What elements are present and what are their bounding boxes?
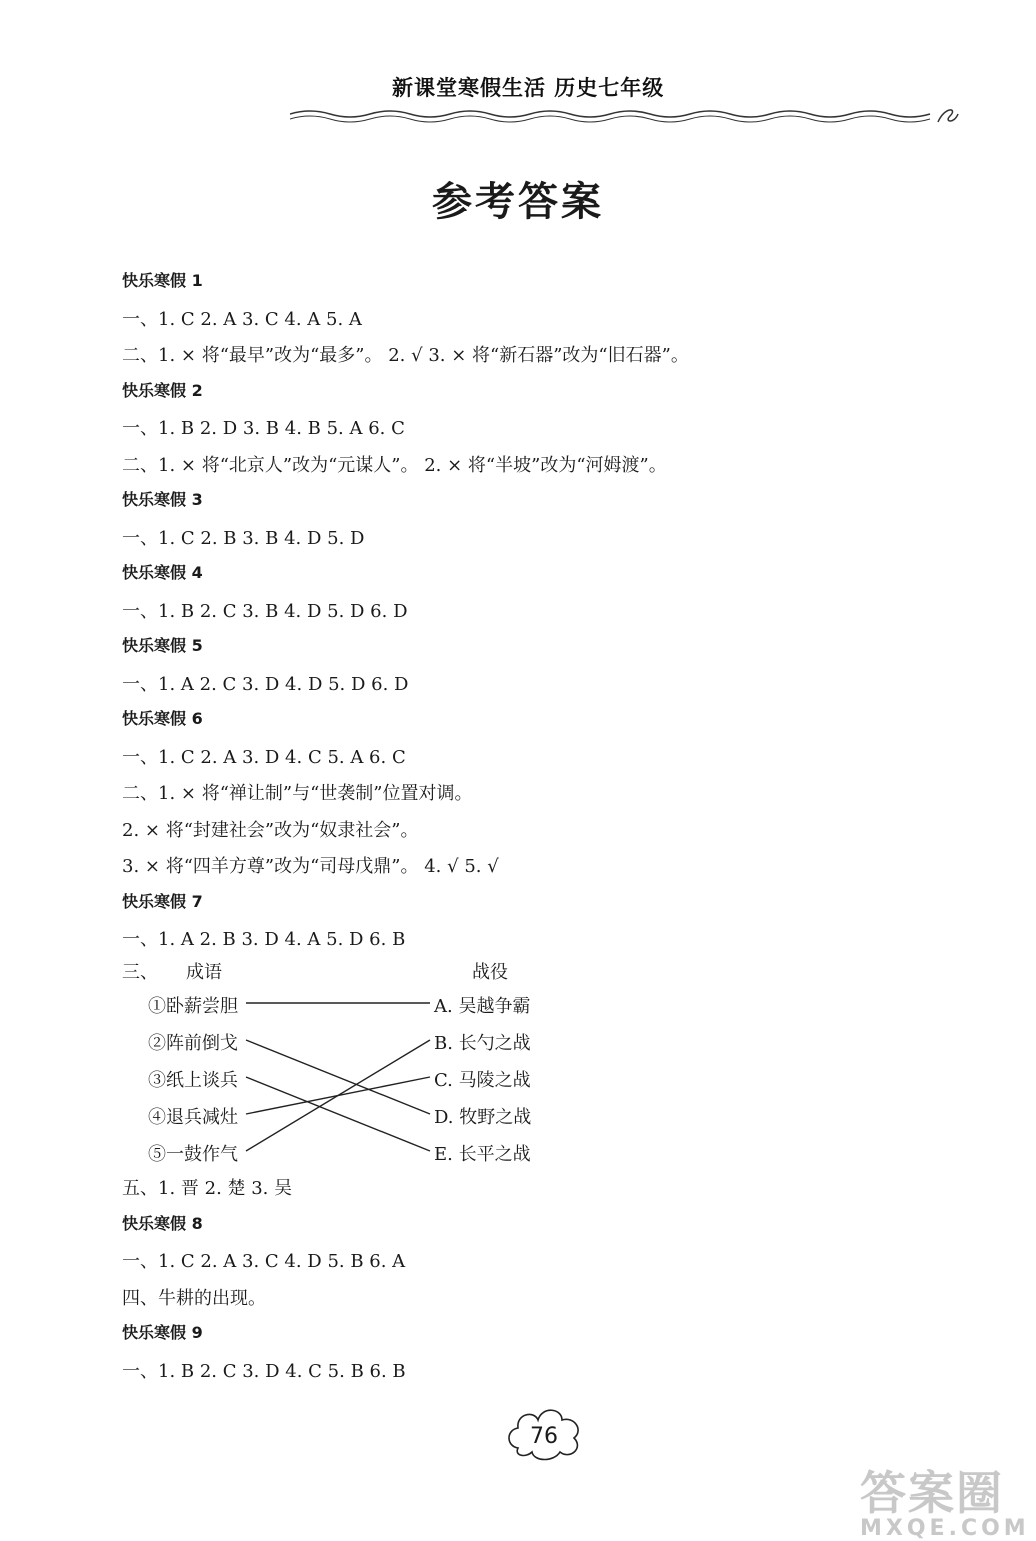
matching-left-item: ④退兵减灶 (148, 1107, 238, 1128)
section-heading: 快乐寒假 5 (122, 636, 203, 655)
section-heading: 快乐寒假 1 (122, 271, 203, 290)
watermark-line2: MXQE.COM (860, 1516, 1030, 1541)
page-title: 参考答案 (432, 179, 604, 225)
answer-line: 一、1. A 2. B 3. D 4. A 5. D 6. B (122, 929, 406, 950)
section-heading: 快乐寒假 9 (122, 1323, 203, 1342)
header-title: 新课堂寒假生活 历史七年级 (392, 76, 665, 100)
section-heading: 快乐寒假 3 (122, 490, 203, 509)
answer-line: 一、1. A 2. C 3. D 4. D 5. D 6. D (122, 673, 409, 695)
matching-right-item: A. 吴越争霸 (434, 996, 531, 1017)
matching-left-header: 成语 (186, 962, 222, 983)
matching-right-header: 战役 (472, 962, 508, 983)
match-connector-line (246, 1077, 430, 1151)
section-heading: 快乐寒假 8 (122, 1213, 203, 1233)
match-connector-line (246, 1077, 430, 1114)
section-heading: 快乐寒假 7 (122, 891, 203, 911)
page-number: 76 (530, 1424, 558, 1449)
section-heading: 快乐寒假 4 (122, 563, 203, 582)
answer-line: 二、1. × 将“禅让制”与“世袭制”位置对调。 (122, 783, 473, 804)
answer-line: 3. × 将“四羊方尊”改为“司母戊鼎”。 4. √ 5. √ (122, 856, 499, 877)
answer-line: 四、牛耕的出现。 (122, 1287, 266, 1309)
answer-line: 二、1. × 将“最早”改为“最多”。 2. √ 3. × 将“新石器”改为“旧石器”。 (122, 345, 689, 366)
matching-right-item: C. 马陵之战 (434, 1070, 531, 1091)
section-heading: 快乐寒假 6 (122, 709, 203, 728)
answer-line: 一、1. C 2. A 3. C 4. D 5. B 6. A (122, 1251, 406, 1272)
answer-line: 二、1. × 将“北京人”改为“元谋人”。 2. × 将“半坡”改为“河姆渡”。 (122, 454, 667, 476)
matching-right-item: B. 长勺之战 (434, 1033, 531, 1054)
answer-line: 五、1. 晋 2. 楚 3. 吴 (122, 1178, 293, 1199)
matching-left-item: ③纸上谈兵 (148, 1070, 238, 1091)
matching-prefix: 三、 (122, 962, 158, 983)
matching-left-item: ②阵前倒戈 (148, 1033, 238, 1054)
section-heading: 快乐寒假 2 (122, 380, 203, 400)
answer-line: 一、1. C 2. A 3. C 4. A 5. A (122, 308, 362, 330)
answer-line: 一、1. B 2. D 3. B 4. B 5. A 6. C (122, 418, 405, 439)
watermark (860, 1466, 1030, 1541)
watermark-line1: 答案圈 (860, 1466, 1004, 1520)
header-wave-ornament (290, 104, 960, 126)
page-number-badge (504, 1402, 586, 1464)
answer-line: 一、1. C 2. B 3. B 4. D 5. D (122, 527, 365, 549)
answer-line: 一、1. B 2. C 3. B 4. D 5. D 6. D (122, 600, 408, 622)
answer-line: 一、1. B 2. C 3. D 4. C 5. B 6. B (122, 1360, 406, 1382)
answer-line: 2. × 将“封建社会”改为“奴隶社会”。 (122, 819, 419, 841)
answer-line: 一、1. C 2. A 3. D 4. C 5. A 6. C (122, 746, 406, 768)
match-connector-line (246, 1040, 430, 1151)
matching-right-item: E. 长平之战 (434, 1144, 531, 1165)
matching-right-item: D. 牧野之战 (434, 1107, 532, 1128)
match-connector-line (246, 1040, 430, 1114)
matching-left-item: ⑤一鼓作气 (148, 1144, 238, 1165)
matching-left-item: ①卧薪尝胆 (148, 996, 238, 1017)
